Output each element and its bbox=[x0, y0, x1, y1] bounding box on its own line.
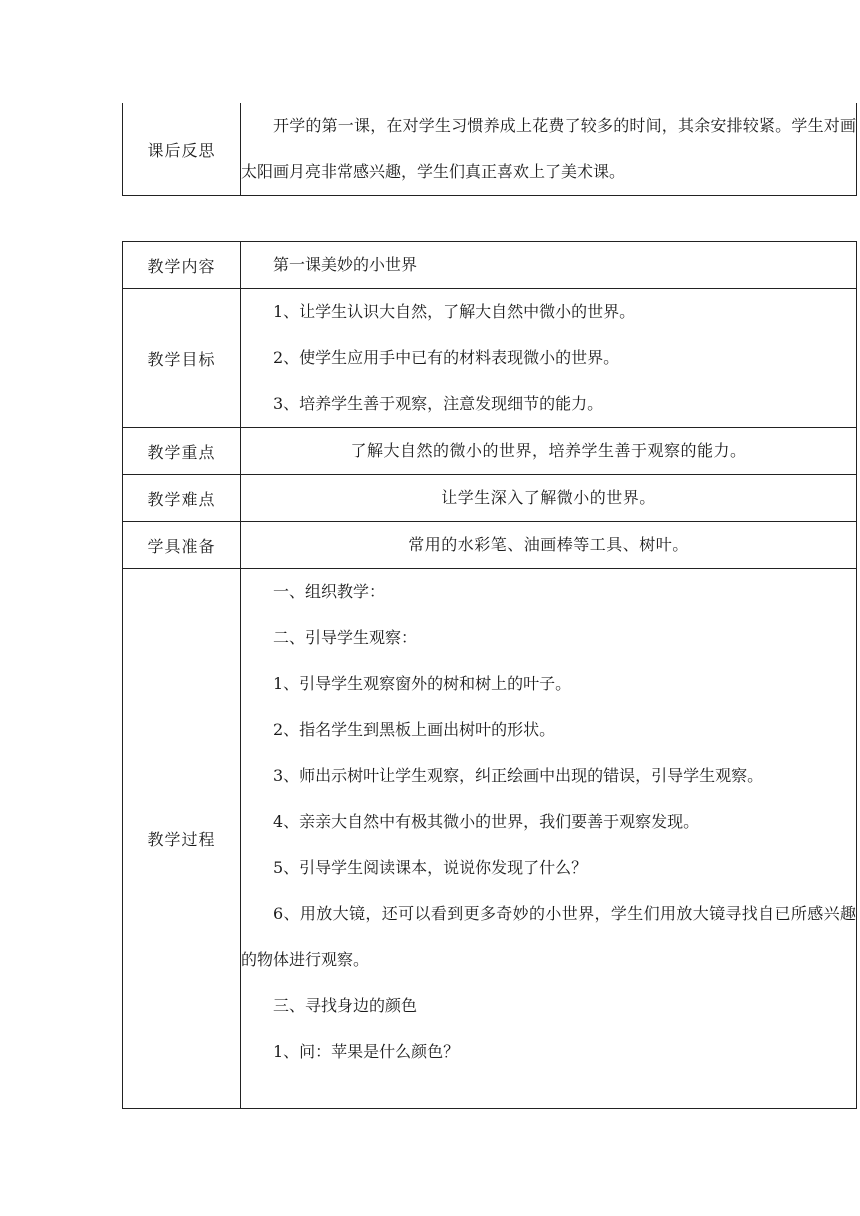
materials-row bbox=[123, 522, 857, 569]
goal-item: 1、让学生认识大自然，了解大自然中微小的世界。 bbox=[273, 302, 636, 321]
reflection-text: 开学的第一课，在对学生习惯养成上花费了较多的时间，其余安排较紧。学生对画太阳画月亮非常感兴趣，学生们真正喜欢上了美术课。 bbox=[241, 116, 856, 181]
content-cell bbox=[241, 242, 857, 289]
key-points-cell bbox=[241, 428, 857, 475]
process-line: 3、师出示树叶让学生观察，纠正绘画中出现的错误，引导学生观察。 bbox=[273, 766, 764, 785]
difficulties-cell bbox=[241, 475, 857, 522]
process-line: 2、指名学生到黑板上画出树叶的形状。 bbox=[273, 720, 556, 739]
process-row bbox=[123, 569, 857, 1109]
materials-label: 学具准备 bbox=[123, 522, 241, 569]
key-points-row bbox=[123, 428, 857, 475]
difficulties-label: 教学难点 bbox=[123, 475, 241, 522]
key-points-label: 教学重点 bbox=[123, 428, 241, 475]
materials-value: 常用的水彩笔、油画棒等工具、树叶。 bbox=[408, 535, 689, 554]
materials-cell bbox=[241, 522, 857, 569]
difficulties-row bbox=[123, 475, 857, 522]
process-line: 1、问：苹果是什么颜色？ bbox=[273, 1042, 460, 1061]
process-line: 5、引导学生阅读课本，说说你发现了什么？ bbox=[273, 858, 588, 877]
goals-row bbox=[123, 289, 857, 428]
reflection-label: 课后反思 bbox=[123, 103, 241, 196]
content-label: 教学内容 bbox=[123, 242, 241, 289]
reflection-row bbox=[123, 103, 857, 196]
process-label: 教学过程 bbox=[123, 569, 241, 1109]
reflection-cell bbox=[241, 103, 857, 196]
content-value: 第一课美妙的小世界 bbox=[273, 255, 418, 274]
process-cell bbox=[241, 569, 857, 1109]
goal-item: 2、使学生应用手中已有的材料表现微小的世界。 bbox=[273, 348, 620, 367]
key-points-value: 了解大自然的微小的世界，培养学生善于观察的能力。 bbox=[350, 441, 747, 460]
process-line: 二、引导学生观察： bbox=[273, 628, 418, 647]
difficulties-value: 让学生深入了解微小的世界。 bbox=[441, 488, 656, 507]
process-line: 6、用放大镜，还可以看到更多奇妙的小世界，学生们用放大镜寻找自已所感兴趣的物体进行观察。 bbox=[241, 904, 856, 969]
content-row bbox=[123, 242, 857, 289]
process-line: 4、亲亲大自然中有极其微小的世界，我们要善于观察发现。 bbox=[273, 812, 700, 831]
goals-label: 教学目标 bbox=[123, 289, 241, 428]
goals-cell bbox=[241, 289, 857, 428]
lesson-plan-table bbox=[122, 241, 857, 1109]
process-line: 三、寻找身边的颜色 bbox=[273, 996, 418, 1015]
goal-item: 3、培养学生善于观察，注意发现细节的能力。 bbox=[273, 394, 604, 413]
process-line: 一、组织教学： bbox=[273, 582, 386, 601]
reflection-table bbox=[122, 103, 857, 196]
process-line: 1、引导学生观察窗外的树和树上的叶子。 bbox=[273, 674, 572, 693]
